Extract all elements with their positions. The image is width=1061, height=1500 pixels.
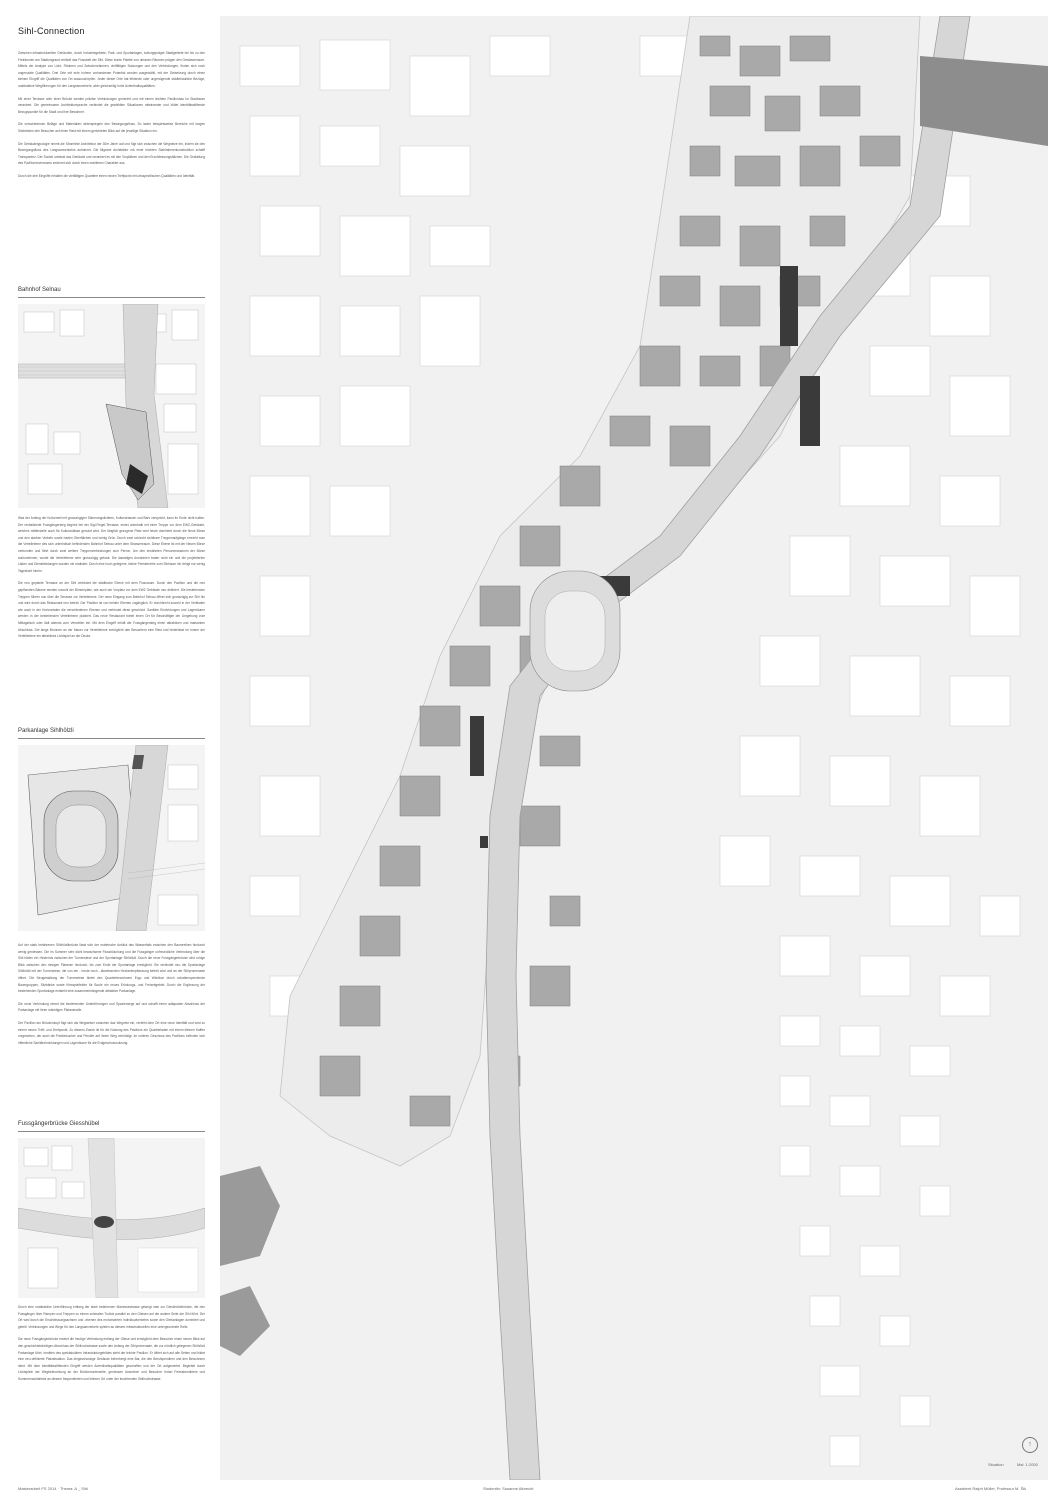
section-divider [18, 1131, 205, 1132]
section-paragraph: Die neue Verbindung nimmt die bestehenden Unterführungen und Spazierwege auf und schafft einen adäquaten Abschluss der Parkanlage mit ihren mächtigen Platanenalle. [18, 1001, 205, 1013]
north-arrow-icon: ↑ [1022, 1437, 1038, 1453]
footer-assistant: Assistent Ralph Müller, Professur M. Šik [955, 1486, 1027, 1491]
intro-paragraph: Durch die drei Eingriffe erhalten die vielfältigen Quartiere einen neuen Treffpunkt mit ortsspezifischen Qualitäten und Identität. [18, 173, 196, 178]
sports-field-inner [545, 591, 605, 671]
section-paragraph: Auf der stark befahrenen Sihlhölzlibrücke lässt sich der malerische Anblick des Wasserfalls zwischen den Baumreihen hindurch wenig geniessen. Die im Sommer sehr dicht bewachsene Flussböschung und die Fussgänger unfreundliche Verbindung über die Sihl bilden ein Hindernis zwischen der Turnerwiese und der Sportanlage Sihlhölzli. Durch die neue Fussgängerbrücke wird ruhige Blick zwischen den riesigen Platanen hindurch, bis zum Ende der Sportanlage ermöglicht. Sie verbindet neu die Sportanlage Sihlhölzli mit der Turnerwiese, die von der - heute noch - abweisenden Heckenbepflanzung befreit wird und an der Sihlpromenade öffnet. Die Neugestaltung der Turnerwiese bietet den Quartierbewohnern Ergo und Weidkon durch schattenspendende Baumgruppen, Sitzbänke sowie Kiesspielfelder für Boule ein neues Erholungs- und Freizeitgebiet. Durch die Ergänzung der bestehenden Sportanlage entsteht eine zusammenhängende attraktive Parkanlage. [18, 943, 205, 994]
site-plan-map [220, 16, 1048, 1480]
plan-drawing [18, 1138, 205, 1298]
section-heading-bahnhof-selnau: Bahnhof Selnau [18, 287, 61, 293]
intro-text [18, 50, 205, 186]
section-heading-fussgaengerbruecke-giesshuebel: Fussgängerbrücke Giesshübel [18, 1121, 100, 1127]
intro-paragraph: Mit einer Terrasse oder einer Brücke werden präzise Verbindungen generiert und mit einem leichten Pavillonbau im Stadtraum verankert. Die gemeinsame Architektursprache verbindet die gewählten Situationen miteinander und bildet identitätsstiftende Bezugspunkte für die Stadt und ihre Bewohner. [18, 96, 205, 114]
section-paragraph: Die neu geplante Terrasse an der Sihl verbindet die städtische Ebene mit dem Flussraum. Durch den Pavillon und die neu gepflanzten Bäume werden sowohl der Börsenplatz, wie auch der Vorplatz vor dem EWZ Gebäude neu definiert. Die bestehenden Treppen führen nun über die Terrasse zur Verteilebene. Der neue Eingang zum Bahnhof Selnau öffnet sich grosszügig zur Sihl hin und wird durch das Restaurant neu belebt. Der Pavillon ist von beiden Ebenen zugänglich. Er durchbricht sowohl in der Vertikalen wie auch in der Horizontalen die verschiedenen Ebenen und verbindet diese geschickt. Sanitäre Einrichtungen und Lagerräume werden in der bestehenden Verteilebene platziert. Das neue Restaurant bietet einen Ort für Beschäftigte der Umgebung zum Mittagstisch oder lädt abends zum Verweilen ein. Mit dem Eingriff erhält der Fussgängersteg einen attraktiven und markanten Abschluss. Die lange Brunnen an der Mauer zur Verteilebene ermöglicht den Besuchern eine Rast und hinterlässt im Innern der Verteilebene ein attraktives Lichtspiel an der Decke. [18, 581, 205, 639]
scale-label: Situation [988, 1462, 1004, 1467]
section-text-bahnhof-selnau [18, 515, 205, 646]
plan-drawing [18, 745, 205, 931]
plan-drawing [18, 304, 205, 508]
section-paragraph: Der Pavillon am Brückenkopf fügt sich als Wegweiser zwischen das Wegnetz ein, verleiht dem Ort eine neue Identität und wird zu einem neuen Treff- und Drehpunkt. Zu diesem Zweck ist für die Nutzung des Pavillons ein Quartierladen mit einem kleinen Kaffee vorgesehen, der auch die Parkbesucher und Pendler auf ihrem Weg verköstigt. Im unteren Geschoss des Pavillons befinden sich öffentliche Sanitäreinrichtungen und Lagerräume für die Erdgeschossnutzung. [18, 1020, 205, 1045]
plan-thumbnail-parkanlage-sihlhoelzli [18, 745, 205, 931]
page-title: Sihl-Connection [18, 26, 85, 36]
section-paragraph: Was der Anfang der Kulturmeil mit grosszügigen Stimmungslichtern, Kulturstrassen und Bars verspricht, kann ihr Ende nicht halten. Der revitalisierte Fussgängersteg beginnt bei der Sigi-Feigel-Terrasse, endet unterhalb mit einer Treppe vor dem EWZ-Gebäude, welches mittlerweile auch für Kulturanlässe genutzt wird. Der länglich gezogene Platz wird heute dominiert durch die Neue Börse und den starken Verkehr sowie harten Oberflächen und wenig Grün. Durch zwei schlecht sichtbare Treppenaufgänge erreicht man die Verteilebene des sich unterirdisch befindenden Bahnhof Selnau unter dem Strassenraum. Diese Ebene ist mit der Neuen Börse verbunden und führt durch zwei weitere Treppenverbindungen zum Perron. Um den erwähnten Personenansturm der Börse aufzunehmen, wurde die Verteilebene sehr grosszügig gebaut. Die damaligen Annahmen traten nicht ein und die projektierten Läden und Dienstleistungen wurden nie realisiert. Durch eine hoch gelegene, kleine Fensterreihe zum Sihlraum hin dringt nur wenig Tageslicht hinein. [18, 516, 205, 573]
section-paragraph: Die neue Fussgängerbrücke ersetzt die heutige Verbindung entlang der Gleise und ermöglicht dem Besucher einen neuen Blick auf den geschichtsträchtigen Abschluss der Sihlhochstrasse sowie den Anfang der Sihlpromenade, die zur nördlich gelegenen Sihlhölzli Parkanlage führt. Inmitten des spektakulären Infrastrukturgebildes steht der leichte Pavillon. Er öffnet sich auf alle Seiten und bildet eine neu definierte Platzsituation. Das eingeschossige Gebäude beherbergt eine Bar, die den Berufspendlern und den Bewohnern dient. Mit dem identitätsstiftenden Eingriff werden Aufenthaltsqualitäten geschaffen und der Ort aufgewertet. Begleitet durch Lichtspiele der Wegbeleuchtung an der Brückenunterseite, geniessen Anwohner und Besucher fortan Feierabendbiere und Sommernachtsfeste an diesem frequentierten und intimen Ort unter der leuchtenden Sihlhochstrasse. [18, 1337, 205, 1381]
section-paragraph: Durch eine unattraktive Unterführung entlang der stark befahrenen Manessestrasse gelangt man zur Giesshübelbrücke, die den Fussgänger über Rampen und Treppen zu einem schmalen Trottoir parallel zu den Gleisen auf die andere Seite der Sihl führt. Der Ort wird durch die Erschliessungsachsen und -ebenen des motorisierten Individualverkehrs sowie den Gleisanlagen dominiert und geteilt. Verbindungen und Wege für den Langsamverkehr spielen an diesem infrastrukturellen eine untergeordnete Rolle. [18, 1305, 205, 1329]
footer-course: Masterarbeit FS 2014 · Thema: A _ Sihl [18, 1486, 88, 1491]
plan-thumbnail-bahnhof-selnau [18, 304, 205, 508]
scale-value: Mst. 1:2000 [1017, 1462, 1038, 1467]
site-plan-drawing [220, 16, 1048, 1480]
intro-paragraph: Die verschiedenen Beläge und Materialien widerspiegeln den Bewegungsfluss. So laden beispielsweise Bereiche mit langen Sitzbänken den Besucher auf einen Rast mit einem gerichteten Blick auf die jeweilige Situation ein. [18, 122, 205, 133]
section-heading-parkanlage-sihlhoelzli: Parkanlage Sihlhölzli [18, 728, 74, 734]
section-text-parkanlage-sihlhoelzli [18, 942, 205, 1052]
intro-paragraph: Die Gebäudetypologie nimmt die Stromlinie Architektur der 30er Jahre auf und fügt sich zwischen die Wegnetze ein, indem sie den Bewegungsfluss des Langsamverkehrs aufnimmt. Die filigrane Architektur mit einer leichten Stahlrahmenkonstruktion schafft Transparenz. Der Sockel umfasst das Gebäude und verankert es mit den Vorplätzen und den Erschliessungsflächen. Die Gestaltung des Pavilloninnenraums zeichnet sich durch einen maritimen Charakter aus. [18, 141, 205, 166]
plan-thumbnail-fussgaengerbruecke-giesshuebel [18, 1138, 205, 1298]
section-divider [18, 738, 205, 739]
section-divider [18, 297, 205, 298]
footer-student: Studentin: Susanne Albrecht [483, 1486, 534, 1491]
section-text-fussgaengerbruecke-giesshuebel [18, 1304, 205, 1389]
intro-paragraph: Zwischen infrastrukturellen Gebäuden, durch Industriegebiete, Park- und Sportanlagen, kulturgeprägte Stadtgebiete bis hin zu den Freiräumen am Stadtungrand verläuft das Flussbett der Sihl. Diese bunte Palette von urbanen Räumen prägen den Gewässerraum. Mittels der Analyse von Licht, Räumen und Zwischenräumen, vielfältigen Nutzungen und den Verbindungen, finden sich noch ungenutzte Qualitäten. Drei Orte mit sehr hohem vorhandenen Potential wurden ausgewählt, mit der Zielsetzung durch einen kleinen Eingriff die Qualitäten von Ort auszuschöpfen. Jeder dieser Orte hat fehlende oder ungenügende städtebauliche Bezüge, unattraktive Wegführungen für den Langsamverkehr, aber gleichzeitig hohe Aufenthaltsqualitäten. [18, 51, 205, 88]
